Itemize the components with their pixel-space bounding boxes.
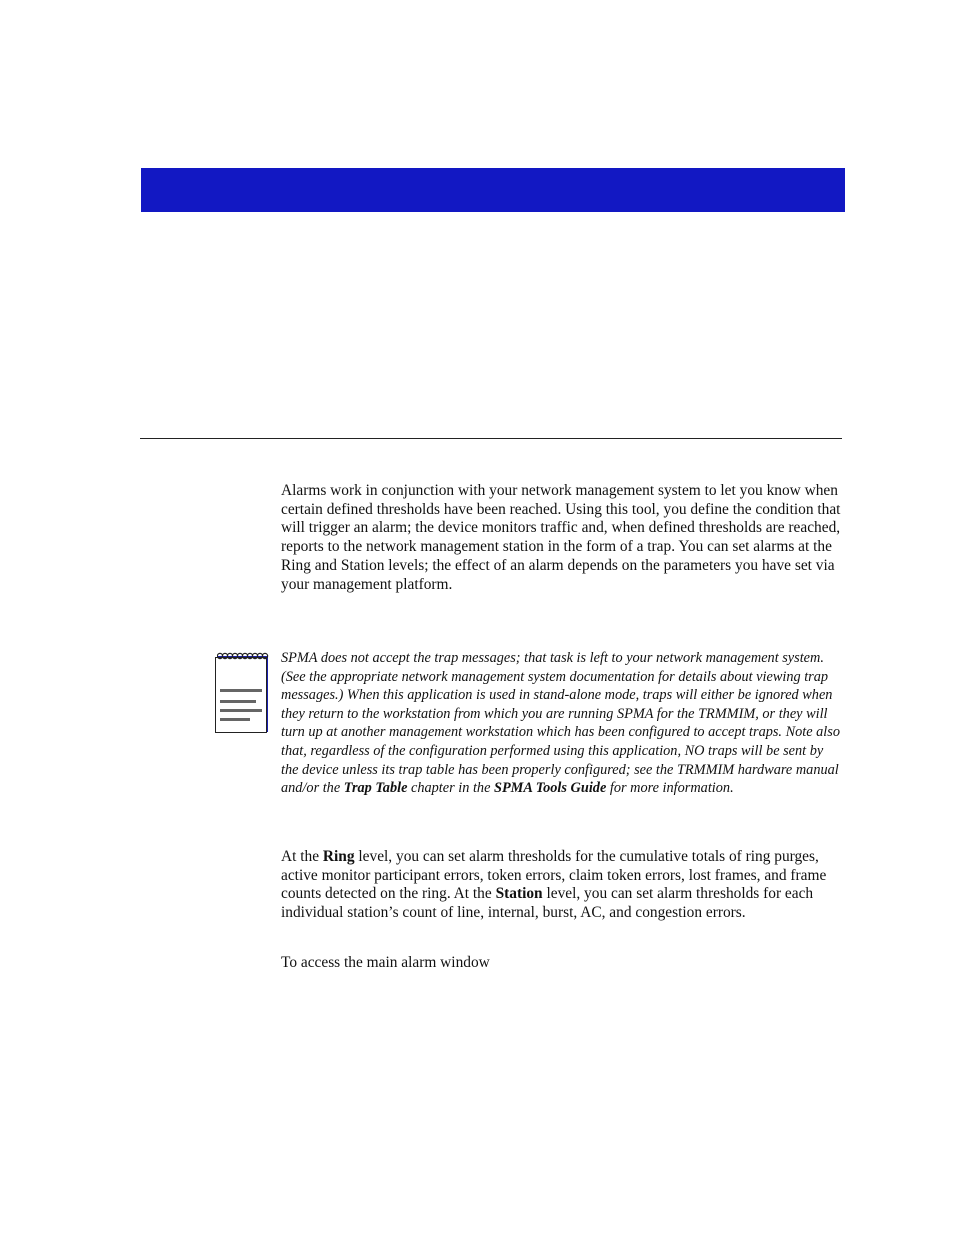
intro-paragraph: Alarms work in conjunction with your network management system to let you know when certain defined thresholds have been reached. Using this tool, you define the condition that will trigger an alarm; the device monitors traffic and, when defined thresholds are reached, reports to the network management station in the form of a trap. You can set alarms at the Ring and Station levels; the effect of an alarm depends on the parameters you have set via your management platform. (281, 482, 841, 593)
levels-text-part: level, you can set alarm thresholds for the cumulative totals of ring purges, active monitor participant errors, token errors, claim token errors, lost frames, and frame counts detected on the ring. At the (281, 848, 827, 903)
levels-text-part: At the (281, 848, 323, 865)
levels-paragraph (281, 848, 843, 923)
note-text-part: chapter in the (407, 780, 494, 797)
note-text-part: for more information. (606, 780, 734, 797)
note-text-part: SPMA does not accept the trap messages; that task is left to your network management system. (See the appropriate network management system documentation for details about viewing trap messages.) When this application is used in stand-alone mode, traps will either be ignored when they return to the workstation from which you are running SPMA for the TRMMIM, or they will turn up at another management workstation which has been configured to accept traps. Note also that, regardless of the configuration performed using this application, NO traps will be sent by the device unless its trap table has been properly configured; see the TRMMIM hardware manual and/or the (281, 650, 840, 797)
chapter-header-bar (141, 168, 845, 212)
notepad-line (220, 700, 256, 703)
trap-table-reference: Trap Table (343, 780, 408, 797)
tools-guide-reference: SPMA Tools Guide (494, 780, 607, 797)
note-paragraph (281, 649, 843, 798)
notepad-line (220, 709, 262, 712)
notepad-icon (214, 651, 272, 735)
notepad-line (220, 718, 250, 721)
access-paragraph: To access the main alarm window (281, 954, 490, 971)
notepad-page (215, 657, 267, 733)
section-divider (140, 438, 842, 439)
notepad-line (220, 689, 262, 692)
station-term: Station (495, 885, 543, 903)
notepad-spiral (217, 651, 269, 661)
levels-text-part: level, you can set alarm thresholds for each individual station’s count of line, internal, burst, AC, and congestion errors. (281, 885, 814, 922)
ring-term: Ring (322, 848, 355, 865)
